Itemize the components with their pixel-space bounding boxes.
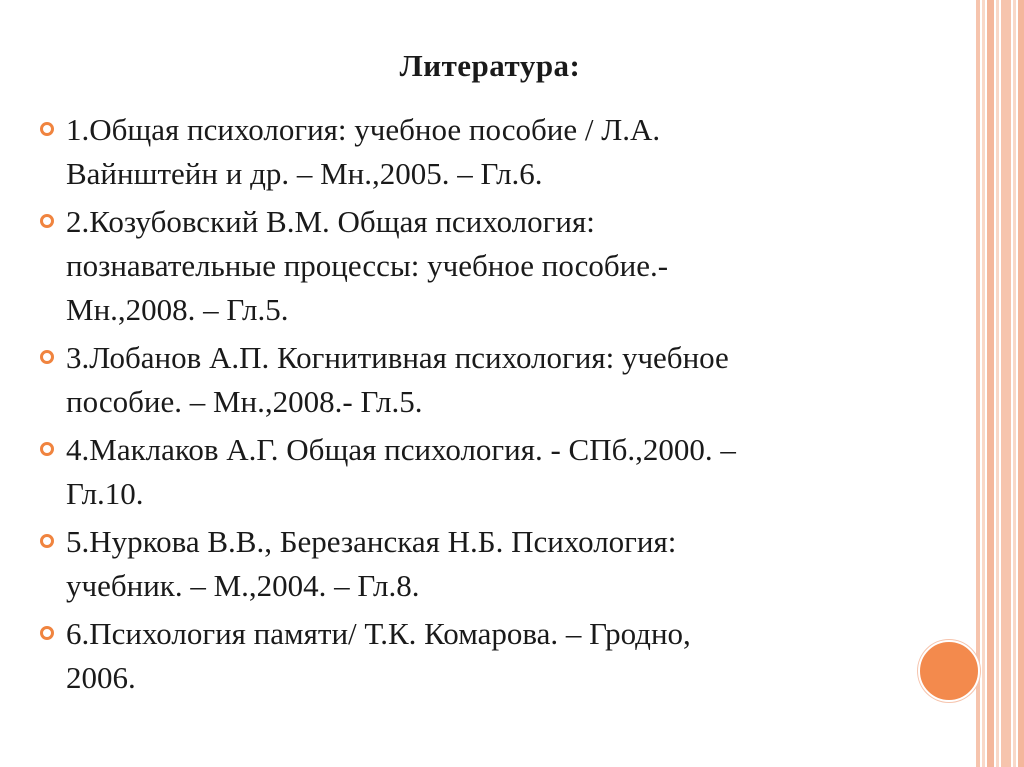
list-item-text: 3.Лобанов А.П. Когнитивная психология: учебное пособие. – Мн.,2008.- Гл.5. — [66, 340, 729, 419]
list-item-text: 1.Общая психология: учебное пособие / Л.А. Вайнштейн и др. – Мн.,2005. – Гл.6. — [66, 112, 661, 191]
list-item-text: 5.Нуркова В.В., Березанская Н.Б. Психология: учебник. – М.,2004. – Гл.8. — [66, 524, 677, 603]
stripe — [1013, 0, 1016, 767]
list-item-text: 6.Психология памяти/ Т.К. Комарова. – Гродно, 2006. — [66, 616, 691, 695]
list-item — [40, 520, 940, 608]
list-item — [40, 200, 940, 332]
ring-bullet-icon — [40, 626, 54, 640]
list-item — [40, 612, 940, 700]
list-item — [40, 428, 940, 516]
ring-bullet-icon — [40, 442, 54, 456]
ring-bullet-icon — [40, 122, 54, 136]
bibliography-list — [40, 108, 940, 704]
stripe — [1018, 0, 1024, 767]
stripe — [1001, 0, 1011, 767]
slide-title: Литература: — [399, 48, 581, 83]
ring-bullet-icon — [40, 350, 54, 364]
ring-bullet-icon — [40, 534, 54, 548]
decorative-stripes — [976, 0, 1024, 767]
stripe — [987, 0, 994, 767]
list-item — [40, 108, 940, 196]
stripe — [976, 0, 980, 767]
list-item-text: 2.Козубовский В.М. Общая психология: познавательные процессы: учебное пособие.- Мн.,2008. – Гл.5. — [66, 204, 669, 327]
ring-bullet-icon — [40, 214, 54, 228]
stripe — [996, 0, 999, 767]
list-item-text: 4.Маклаков А.Г. Общая психология. - СПб.,2000. – Гл.10. — [66, 432, 736, 511]
stripe — [982, 0, 985, 767]
list-item — [40, 336, 940, 424]
